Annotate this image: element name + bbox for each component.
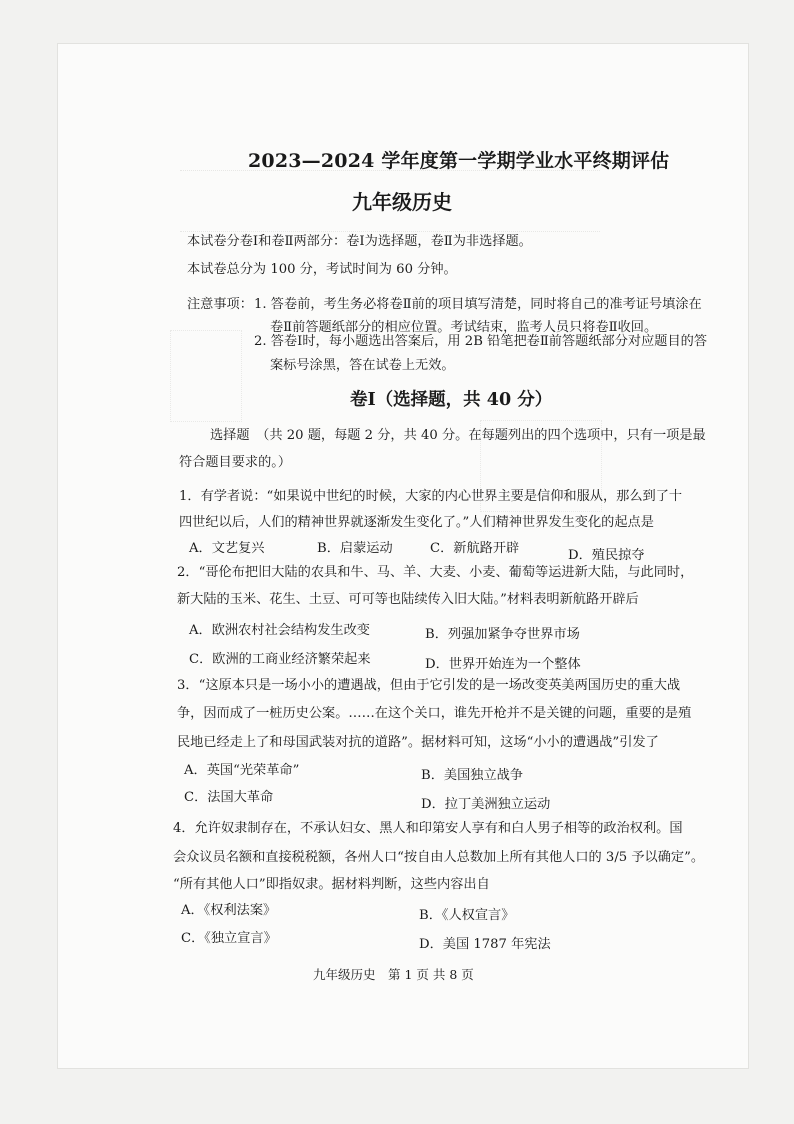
answer-option: B．列强加紧争夺世界市场	[425, 627, 580, 642]
answer-option: B．启蒙运动	[317, 541, 393, 556]
answer-option: D．拉丁美洲独立运动	[421, 797, 551, 812]
answer-option: A．英国“光荣革命”	[184, 763, 300, 778]
answer-option: C．新航路开辟	[430, 541, 520, 556]
question-stem: 四世纪以后，人们的精神世界就逐渐发生变化了。”人们精神世界发生变化的起点是	[179, 515, 654, 530]
notice-item: 1. 答卷前，考生务必将卷Ⅱ前的项目填写清楚，同时将自己的准考证号填涂在	[254, 297, 702, 312]
instruction-line: 本试卷分卷Ⅰ和卷Ⅱ两部分：卷Ⅰ为选择题，卷Ⅱ为非选择题。	[187, 234, 532, 249]
question-stem: 民地已经走上了和母国武装对抗的道路”。据材料可知，这场“小小的遭遇战”引发了	[177, 735, 659, 750]
notice-item: 卷Ⅱ前答题纸部分的相应位置。考试结束，监考人员只将卷Ⅱ收回。	[270, 320, 658, 335]
question-stem: 2．“哥伦布把旧大陆的农具和牛、马、羊、大麦、小麦、葡萄等运进新大陆，与此同时，	[177, 565, 694, 580]
answer-option: A．文艺复兴	[189, 541, 265, 556]
section-intro: 符合题目要求的。）	[179, 455, 292, 470]
question-stem: 1．有学者说：“如果说中世纪的时候，大家的内心世界主要是信仰和服从，那么到了十	[179, 489, 683, 504]
answer-option: A．欧洲农村社会结构发生改变	[189, 623, 370, 638]
notice-item: 案标号涂黑，答在试卷上无效。	[270, 358, 455, 373]
question-stem: 新大陆的玉米、花生、土豆、可可等也陆续传入旧大陆。”材料表明新航路开辟后	[177, 592, 639, 607]
answer-option: B．《人权宣言》	[419, 908, 515, 923]
answer-option: C．欧洲的工商业经济繁荣起来	[189, 652, 371, 667]
answer-option: D．世界开始连为一个整体	[425, 657, 581, 672]
answer-option: C．法国大革命	[184, 790, 274, 805]
question-stem: 争，因而成了一桩历史公案。……在这个关口，谁先开枪并不是关键的问题，重要的是殖	[177, 706, 692, 721]
question-stem: 3．“这原本只是一场小小的遭遇战，但由于它引发的是一场改变英美两国历史的重大战	[177, 678, 681, 693]
notice-label: 注意事项：	[187, 297, 253, 312]
exam-subtitle: 九年级历史	[352, 190, 452, 214]
bleed-through-mark	[170, 330, 242, 422]
question-stem: “所有其他人口”即指奴隶。据材料判断，这些内容出自	[173, 877, 490, 892]
exam-title: 2023—2024 学年度第一学期学业水平终期评估	[248, 150, 670, 172]
section-intro: 选择题 （共 20 题，每题 2 分，共 40 分。在每题列出的四个选项中，只有一项是最	[210, 428, 706, 443]
answer-option: D．美国 1787 年宪法	[419, 937, 551, 952]
page-footer: 九年级历史 第 1 页 共 8 页	[313, 967, 474, 982]
answer-option: C．《独立宣言》	[181, 931, 277, 946]
instruction-line: 本试卷总分为 100 分，考试时间为 60 分钟。	[187, 262, 457, 277]
answer-option: B．美国独立战争	[421, 768, 524, 783]
question-stem: 会众议员名额和直接税税额，各州人口“按自由人总数加上所有其他人口的 3/5 予以确定”。	[173, 850, 705, 865]
notice-item: 2. 答卷Ⅰ时，每小题选出答案后，用 2B 铅笔把卷Ⅱ前答题纸部分对应题目的答	[254, 334, 708, 349]
question-stem: 4．允许奴隶制存在，不承认妇女、黑人和印第安人享有和白人男子相等的政治权利。国	[173, 821, 683, 836]
answer-option: A．《权利法案》	[181, 903, 277, 918]
section-heading: 卷Ⅰ（选择题，共 40 分）	[350, 390, 553, 410]
answer-option: D．殖民掠夺	[568, 548, 645, 563]
